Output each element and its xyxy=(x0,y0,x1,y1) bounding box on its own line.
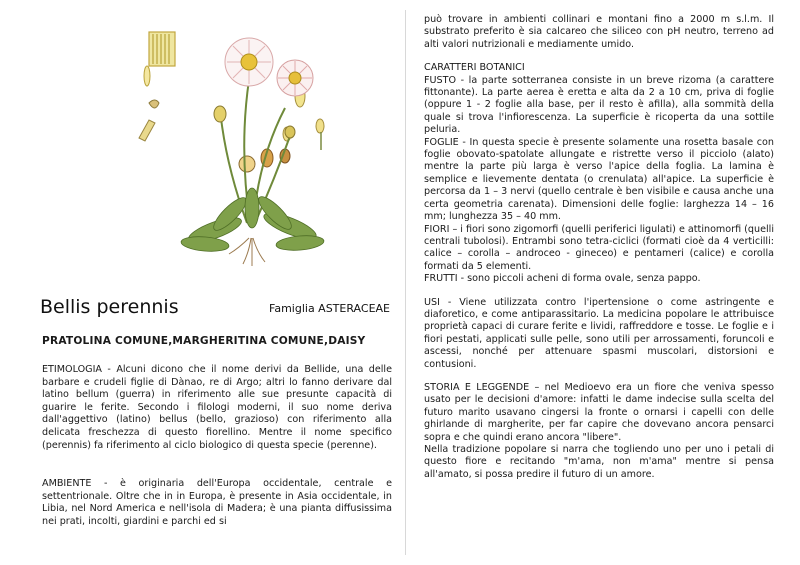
common-names: PRATOLINA COMUNE,MARGHERITINA COMUNE,DAISY xyxy=(42,335,366,347)
usi-paragraph: USI - Viene utilizzata contro l'ipertensione o come astringente e diaforetico, e come antiparassitario. La medicina popolare le attribuisce proprietà capaci di curare ferite e lividi, raffreddore e tosse. Le foglie e i fiori pestati, applicati sulle pelle, sono utili per arrossamenti, foruncoli e ascessi, nonché per attenuare spasmi muscolari, distorsioni e contusioni. xyxy=(424,296,774,370)
species-name: Bellis perennis xyxy=(40,296,179,318)
etimologia-paragraph: ETIMOLOGIA - Alcuni dicono che il nome derivi da Bellide, una delle barbare e crudeli figlie di Dànao, re di Argo; altri lo fanno derivare dal latino bellum (guerra) in riferimento alle sue presunte capacità di guarire le ferite. Secondo i filologi moderni, il suo nome deriva dall'aggettivo (latino) bellus (bello, grazioso) con riferimento alla delicata freschezza di questo fiorellino. Mentre il nome specifico (perennis) fa riferimento al ciclo biologico di questa specie (perenne). xyxy=(42,364,392,451)
frutti-paragraph: FRUTTI - sono piccoli acheni di forma ovale, senza pappo. xyxy=(424,273,701,285)
fusto-paragraph: FUSTO - la parte sotterranea consiste in un breve rizoma (a carattere fittonante). La parte aerea è eretta e alta da 2 a 10 cm, priva di foglie (oppure 1 - 2 foglie alla base, per il resto è afilla), alla sommità della quale si trova l'infiorescenza. La superficie è ricoperta da una sottile peluria. xyxy=(424,74,774,136)
ambiente-continuation: può trovare in ambienti collinari e montani fino a 2000 m s.l.m. Il substrato preferito è sia calcareo che siliceo con pH neutro, terreno ad alti valori nutrizionali e mediamente umido. xyxy=(424,14,774,50)
caratteri-heading: CARATTERI BOTANICI xyxy=(424,62,525,74)
title-row xyxy=(40,296,390,322)
fiori-paragraph: FIORI – i fiori sono zigomorfi (quelli periferici ligulati) e attinomorfi (quelli centrali tubolosi). Entrambi sono tetra-ciclici (formati cioè da 4 verticilli: calice – corolla – androceo - gineceo) e pentameri (calice) e corolla formati da 5 elementi. xyxy=(424,223,774,272)
foglie-paragraph: FOGLIE - In questa specie è presente solamente una rosetta basale con foglie obovato-spatolate allungate e ristrette verso il picciolo (alato) mentre la parte più larga è verso l'apice della foglia. La lamina è semplice e lievemente dentata (o crenulata) all'apice. La superficie è percorsa da 1 – 3 nervi (quello centrale è ben visibile e causa anche una certa geometria carenata). Dimensioni delle foglie: larghezza 14 – 16 mm; lunghezza 35 – 40 mm. xyxy=(424,136,774,223)
tradizione-paragraph: Nella tradizione popolare si narra che togliendo uno per uno i petali di questo fiore e recitando "m'ama, non m'ama" mentre si pensa all'amato, si possa predire il futuro di un amore. xyxy=(424,444,774,480)
right-column xyxy=(424,14,774,481)
family-label: Famiglia ASTERACEAE xyxy=(269,302,390,315)
storia-paragraph: STORIA E LEGGENDE – nel Medioevo era un fiore che veniva spesso usato per le decisioni d'amore: infatti le dame indecise sulla scelta del futuro marito usavano cingersi la fronte o ornarsi i capelli con delle ghirlande di margherite, per far capire che dovevano ancora pensarci sopra e che quindi erano ancora "libere". xyxy=(424,381,774,443)
ambiente-paragraph: AMBIENTE - è originaria dell'Europa occidentale, centrale e settentrionale. Oltre che in in Europa, è presente in Asia occidentale, in Libia, nel Nord America e nell'isola di Madera; è una pianta diffusissima nei prati, incolti, giardini e parchi ed si xyxy=(42,478,392,527)
column-divider xyxy=(405,10,406,555)
botanical-illustration xyxy=(135,18,335,268)
